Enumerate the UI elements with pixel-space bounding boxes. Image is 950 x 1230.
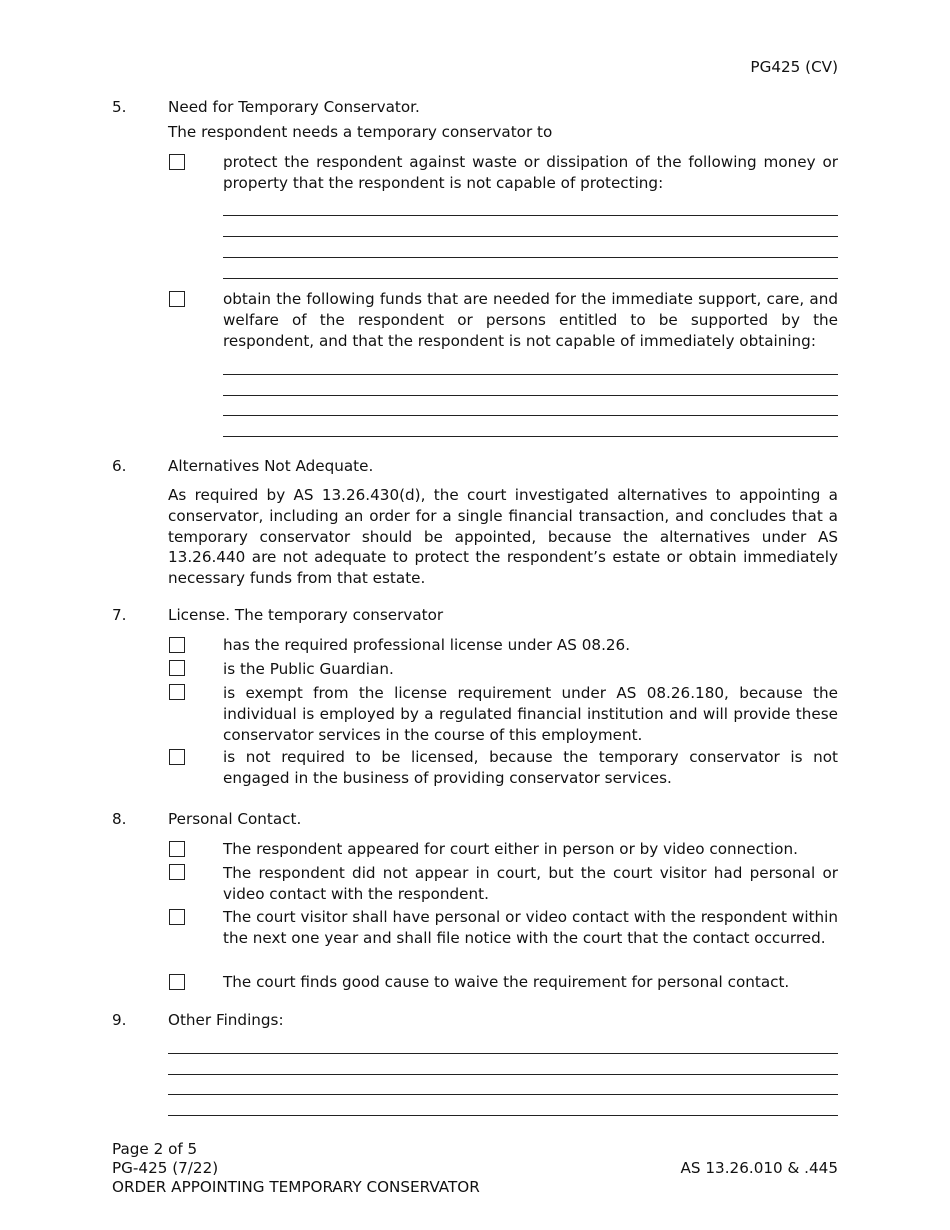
- section-7-title: License. The temporary conservator: [168, 606, 444, 624]
- blank-line[interactable]: [223, 436, 838, 437]
- section-5-number: 5.: [112, 98, 127, 116]
- section-7-number: 7.: [112, 606, 127, 624]
- footer-form-title: ORDER APPOINTING TEMPORARY CONSERVATOR: [112, 1178, 480, 1196]
- blank-line[interactable]: [223, 215, 838, 216]
- footer-page-number: Page 2 of 5: [112, 1140, 198, 1158]
- blank-line[interactable]: [168, 1094, 838, 1095]
- blank-line[interactable]: [223, 257, 838, 258]
- section-6-body: As required by AS 13.26.430(d), the court investigated alternatives to appointing a conservator, including an order for a single financial transaction, and concludes that a temporary conservator should be appointed, because the alternatives under AS 13.26.440 are not adequate to protect the respondent’s estate or obtain immediately necessary funds from that estate.: [168, 486, 838, 588]
- form-code: PG425 (CV): [750, 58, 838, 76]
- section-5-intro: The respondent needs a temporary conservator to: [168, 123, 553, 141]
- section-6-title: Alternatives Not Adequate.: [168, 457, 374, 475]
- option-obtain-funds: obtain the following funds that are needed for the immediate support, care, and welfare of the respondent or persons entitled to be supported by the respondent, and that the respondent is not capable of immediately obtaining:: [223, 290, 838, 350]
- option-appeared-in-court: The respondent appeared for court either in person or by video connection.: [223, 840, 798, 858]
- option-not-required-license: is not required to be licensed, because the temporary conservator is not engaged in the business of providing conservator services.: [223, 748, 838, 787]
- option-future-contact: The court visitor shall have personal or video contact with the respondent within the next one year and shall file notice with the court that the contact occurred.: [223, 908, 838, 947]
- section-9-number: 9.: [112, 1011, 127, 1029]
- section-8-number: 8.: [112, 810, 127, 828]
- checkbox-obtain-funds[interactable]: [169, 291, 185, 307]
- footer-form-number: PG-425 (7/22): [112, 1159, 219, 1177]
- blank-line[interactable]: [168, 1053, 838, 1054]
- checkbox-waive-contact[interactable]: [169, 974, 185, 990]
- footer-statute: AS 13.26.010 & .445: [680, 1159, 838, 1177]
- checkbox-public-guardian[interactable]: [169, 660, 185, 676]
- checkbox-professional-license[interactable]: [169, 637, 185, 653]
- section-8-title: Personal Contact.: [168, 810, 302, 828]
- section-9-title: Other Findings:: [168, 1011, 284, 1029]
- option-license-exempt: is exempt from the license requirement under AS 08.26.180, because the individual is employed by a regulated financial institution and will provide these conservator services in the course of this employment.: [223, 684, 838, 744]
- checkbox-license-exempt[interactable]: [169, 684, 185, 700]
- checkbox-future-contact[interactable]: [169, 909, 185, 925]
- section-5-title: Need for Temporary Conservator.: [168, 98, 420, 116]
- option-visitor-contact: The respondent did not appear in court, but the court visitor had personal or video contact with the respondent.: [223, 864, 838, 903]
- option-protect-property: protect the respondent against waste or dissipation of the following money or property that the respondent is not capable of protecting:: [223, 153, 838, 192]
- section-6-number: 6.: [112, 457, 127, 475]
- checkbox-appeared-in-court[interactable]: [169, 841, 185, 857]
- option-professional-license: has the required professional license under AS 08.26.: [223, 636, 631, 654]
- blank-line[interactable]: [223, 395, 838, 396]
- blank-line[interactable]: [223, 374, 838, 375]
- blank-line[interactable]: [168, 1115, 838, 1116]
- blank-line[interactable]: [168, 1074, 838, 1075]
- checkbox-visitor-contact[interactable]: [169, 864, 185, 880]
- checkbox-not-required-license[interactable]: [169, 749, 185, 765]
- option-waive-contact: The court finds good cause to waive the requirement for personal contact.: [223, 973, 790, 991]
- checkbox-protect-property[interactable]: [169, 154, 185, 170]
- option-public-guardian: is the Public Guardian.: [223, 660, 394, 678]
- blank-line[interactable]: [223, 278, 838, 279]
- blank-line[interactable]: [223, 415, 838, 416]
- blank-line[interactable]: [223, 236, 838, 237]
